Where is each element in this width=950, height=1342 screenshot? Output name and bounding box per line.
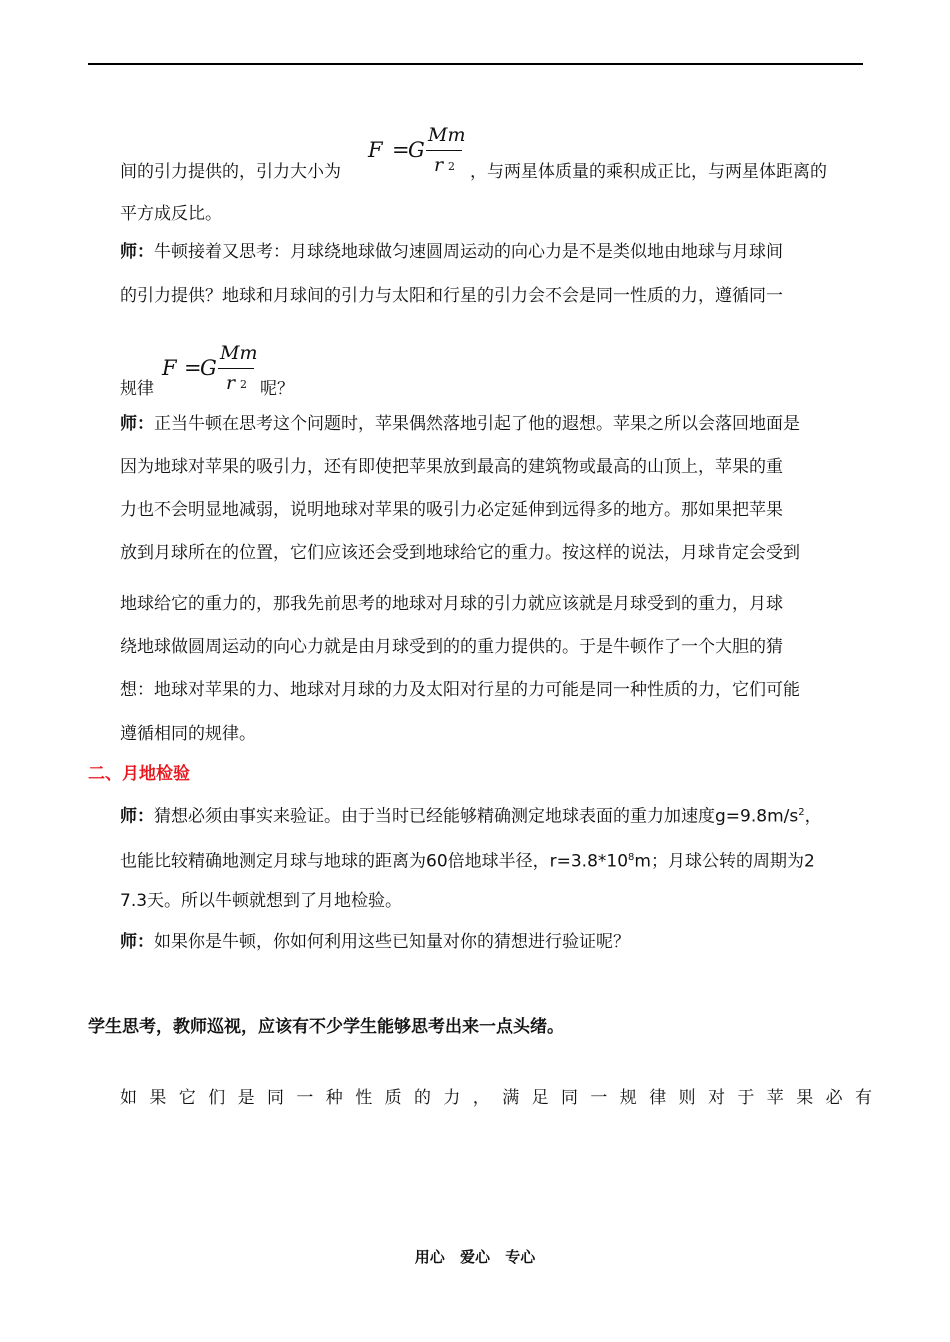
- teacher-tag: 师：: [120, 806, 154, 827]
- paragraph-4-line-1: 师：猜想必须由事实来验证。由于当时已经能够精确测定地球表面的重力加速度$g=9.8m/s^2$，: [120, 806, 822, 827]
- paragraph-3-line-3: 力也不会明显地减弱，说明地球对苹果的吸引力必定延伸到远得多的地方。那如果把苹果: [120, 500, 783, 520]
- header-rule: [88, 63, 863, 65]
- paragraph-3-line-8: 遵循相同的规律。: [120, 724, 256, 744]
- paragraph-3-line-7: 想：地球对苹果的力、地球对月球的力及太阳对行星的力可能是同一种性质的力，它们可能: [120, 680, 800, 700]
- line-1-pre: 间的引力提供的，引力大小为: [120, 162, 341, 182]
- paragraph-2-line-3-pre: 规律: [120, 379, 154, 399]
- gravity-formula-1: F = G Mm r 2: [368, 124, 466, 176]
- page-footer: 用心 爱心 专心: [414, 1248, 536, 1266]
- paragraph-2-line-2: 的引力提供？地球和月球间的引力与太阳和行星的引力会不会是同一性质的力，遵循同一: [120, 286, 783, 306]
- paragraph-2-line-1: 师：牛顿接着又思考：月球绕地球做匀速圆周运动的向心力是不是类似地由地球与月球间: [120, 242, 783, 262]
- paragraph-3-line-5: 地球给它的重力的，那我先前思考的地球对月球的引力就应该就是月球受到的重力，月球: [120, 594, 783, 614]
- paragraph-3-line-6: 绕地球做圆周运动的向心力就是由月球受到的的重力提供的。于是牛顿作了一个大胆的猜: [120, 637, 783, 657]
- paragraph-7: 如果它们是同一种性质的力，满足同一规律则对于苹果必有: [120, 1088, 885, 1108]
- paragraph-3-line-4: 放到月球所在的位置，它们应该还会受到地球给它的重力。按这样的说法，月球肯定会受到: [120, 543, 800, 563]
- paragraph-2-line-3-post: 呢？: [260, 379, 294, 399]
- section-heading: 二、月地检验: [88, 764, 190, 784]
- gravity-formula-2: F = G Mm r 2: [162, 342, 258, 394]
- paragraph-4-line-2: 也能比较精确地测定月球与地球的距离为60倍地球半径，$r=3.8*10^8m$；月球公转的周期为2: [120, 851, 815, 872]
- paragraph-5-line-1: 师：如果你是牛顿，你如何利用这些已知量对你的猜想进行验证呢？: [120, 932, 630, 952]
- teacher-tag: 师：: [120, 242, 154, 262]
- line-1-post: ，与两星体质量的乘积成正比，与两星体距离的: [470, 162, 827, 182]
- teacher-tag: 师：: [120, 932, 154, 952]
- paragraph-4-line-3: 7.3天。所以牛顿就想到了月地检验。: [120, 891, 403, 911]
- paragraph-3-line-2: 因为地球对苹果的吸引力，还有即使把苹果放到最高的建筑物或最高的山顶上，苹果的重: [120, 457, 783, 477]
- line-2: 平方成反比。: [120, 204, 222, 224]
- paragraph-3-line-1: 师：正当牛顿在思考这个问题时，苹果偶然落地引起了他的遐想。苹果之所以会落回地面是: [120, 414, 800, 434]
- teacher-tag: 师：: [120, 414, 154, 434]
- student-activity-note: 学生思考，教师巡视，应该有不少学生能够思考出来一点头绪。: [88, 1017, 564, 1037]
